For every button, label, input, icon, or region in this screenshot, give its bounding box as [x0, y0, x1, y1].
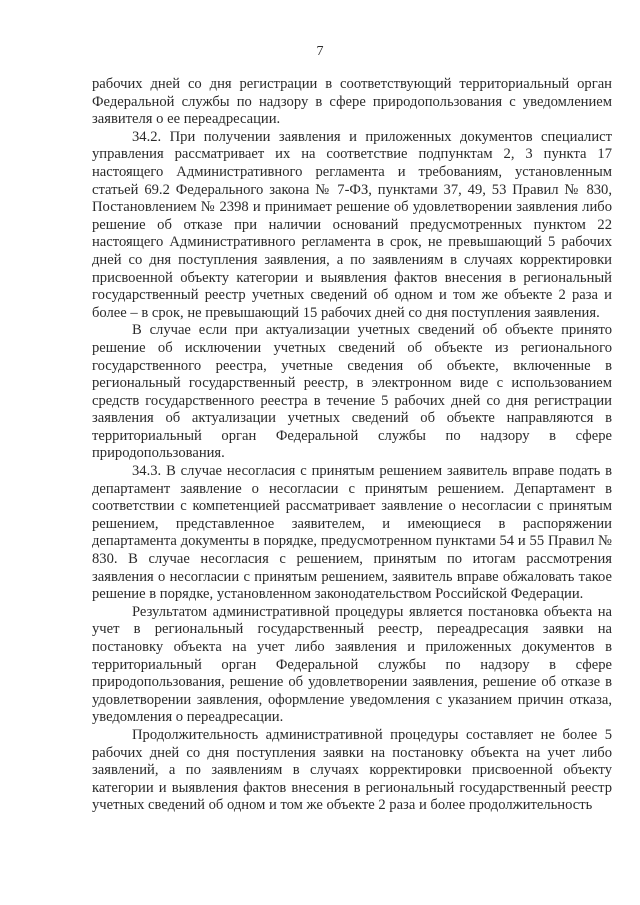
document-body [92, 76, 612, 815]
paragraph-continuation: рабочих дней со дня регистрации в соответствующий территориальный орган Федеральной службы по надзору в сфере природопользования с уведомлением заявителя о ее переадресации. [92, 76, 612, 128]
paragraph-actualization: В случае если при актуализации учетных сведений об объекте принято решение об исключении учетных сведений об объекте из регионального государственного реестра, учетные сведения об объекте, включенные в региональный государственный реестр, в электронном виде с использованием средств государственного реестра в течение 5 рабочих дней со дня регистрации заявления об актуализации учетных сведений об объекте направляются в территориальный орган Федеральной службы по надзору в сфере природопользования. [92, 322, 612, 462]
paragraph-34-2: 34.2. При получении заявления и приложенных документов специалист управления рассматривает их на соответствие подпунктам 2, 3 пункта 17 настоящего Административного регламента и требованиям, установленным статьей 69.2 Федерального закона № 7-ФЗ, пунктами 37, 49, 53 Правил № 830, Постановлением № 2398 и принимает решение об удовлетворении заявления либо решение об отказе при наличии оснований предусмотренных пунктом 22 настоящего Административного регламента в срок, не превышающий 5 рабочих дней со дня поступления заявления, а по заявлениям в случаях корректировки присвоенной объекту категории и выявления фактов внесения в региональный государственный реестр учетных сведений об одном и том же объекте 2 раза и более – в срок, не превышающий 15 рабочих дней со дня поступления заявления. [92, 128, 612, 321]
paragraph-duration: Продолжительность административной процедуры составляет не более 5 рабочих дней со дня поступления заявки на постановку объекта на учет либо заявлений, а по заявлениям в случаях корректировки присвоенной объекту категории и выявления фактов внесения в региональный государственный реестр учетных сведений об одном и том же объекте 2 раза и более продолжительность [92, 726, 612, 814]
page-number: 7 [316, 44, 324, 59]
paragraph-34-3: 34.3. В случае несогласия с принятым решением заявитель вправе подать в департамент заявление о несогласии с принятым решением. Департамент в соответствии с компетенцией рассматривает заявление о несогласии с принятым решением, представленное заявителем, и имеющиеся в распоряжении департамента документы в порядке, предусмотренном пунктами 54 и 55 Правил № 830. В случае несогласия с решением, принятым по итогам рассмотрения заявления о несогласии с принятым решением, заявитель вправе обжаловать такое решение в порядке, установленном законодательством Российской Федерации. [92, 463, 612, 603]
paragraph-result: Результатом административной процедуры является постановка объекта на учет в региональный государственный реестр, переадресация заявки на постановку объекта на учет либо заявления и приложенных документов в территориальный орган Федеральной службы по надзору в сфере природопользования, решение об удовлетворении заявления, решение об отказе в удовлетворении заявления, оформление уведомления с указанием причин отказа, уведомления о переадресации. [92, 603, 612, 726]
